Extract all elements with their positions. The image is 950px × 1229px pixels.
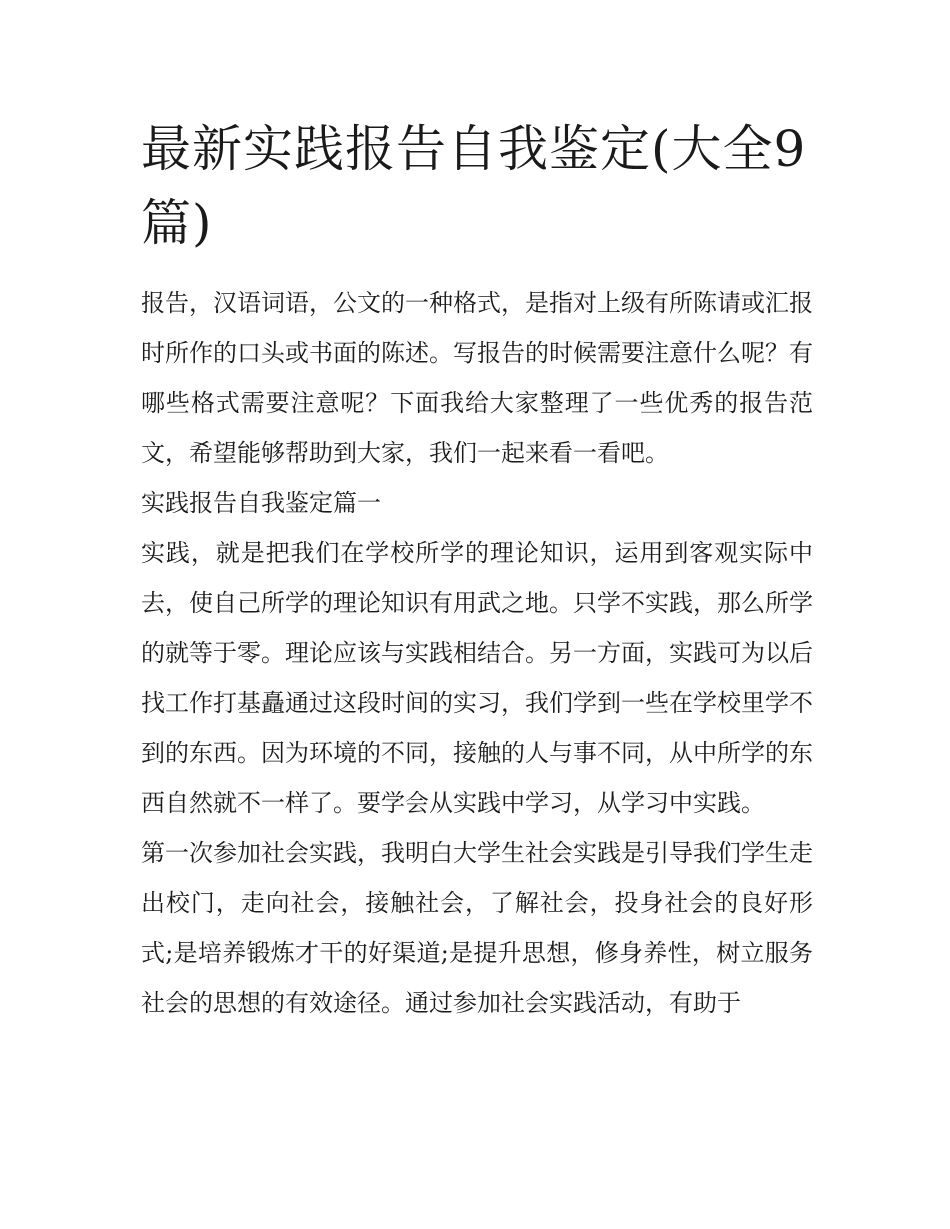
document-title: 最新实践报告自我鉴定(大全9篇) — [141, 120, 807, 252]
document-page — [141, 112, 813, 1028]
document-body — [141, 278, 813, 1028]
intro-paragraph: 报告，汉语词语，公文的一种格式，是指对上级有所陈请或汇报时所作的口头或书面的陈述。写报告的时候需要注意什么呢？有哪些格式需要注意呢？下面我给大家整理了一些优秀的报告范文，希望能够帮助到大家，我们一起来看一看吧。 — [141, 289, 813, 467]
section-paragraph-1: 实践，就是把我们在学校所学的理论知识，运用到客观实际中去，使自己所学的理论知识有用武之地。只学不实践，那么所学的就等于零。理论应该与实践相结合。另一方面，实践可为以后找工作打基矗通过这段时间的实习，我们学到一些在学校里学不到的东西。因为环境的不同，接触的人与事不同，从中所学的东西自然就不一样了。要学会从实践中学习，从学习中实践。 — [141, 539, 813, 817]
section-heading: 实践报告自我鉴定篇一 — [141, 489, 381, 517]
section-paragraph-2: 第一次参加社会实践，我明白大学生社会实践是引导我们学生走出校门，走向社会，接触社会，了解社会，投身社会的良好形式;是培养锻炼才干的好渠道;是提升思想，修身养性，树立服务社会的思想的有效途径。通过参加社会实践活动，有助于 — [141, 839, 813, 1017]
